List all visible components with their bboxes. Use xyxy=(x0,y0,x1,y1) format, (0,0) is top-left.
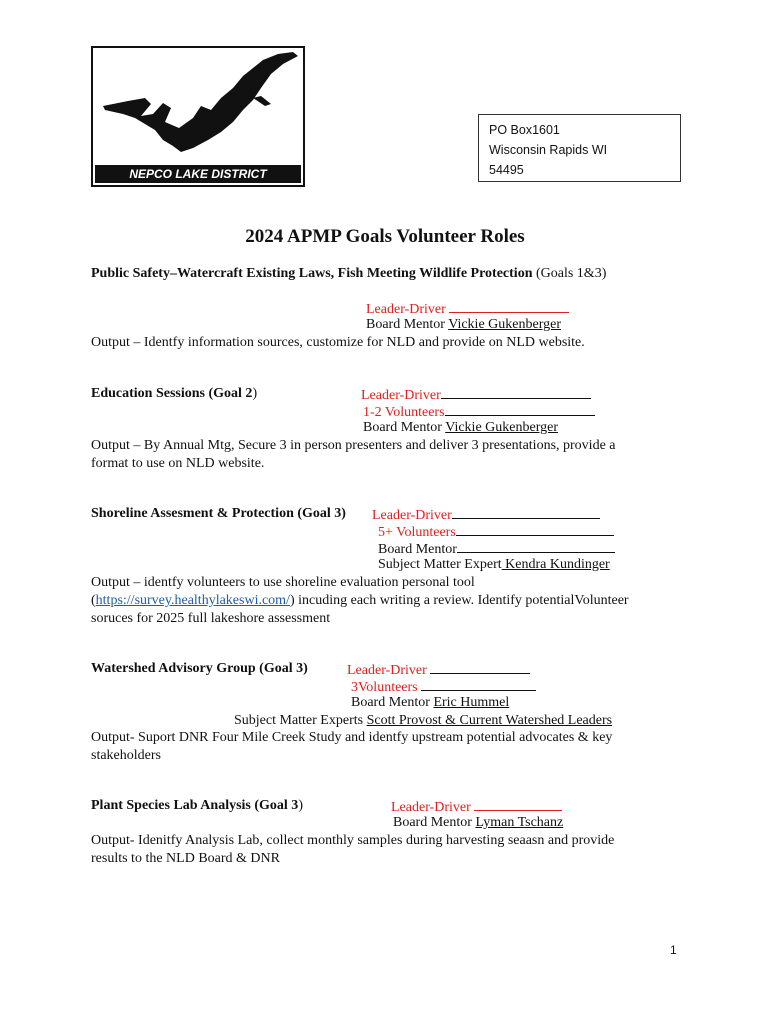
address-line-1: PO Box1601 xyxy=(489,123,560,137)
section-4-volunteers-blank xyxy=(421,678,536,691)
section-1-mentor-name: Vickie Gukenberger xyxy=(448,317,561,332)
section-3-expert-name: Kendra Kundinger xyxy=(501,557,610,572)
section-4-leader-label: Leader-Driver xyxy=(347,663,427,678)
section-2-mentor-label: Board Mentor xyxy=(363,420,442,435)
section-4-output-2: stakeholders xyxy=(91,748,161,763)
section-3-output-2 xyxy=(91,593,629,609)
section-3-heading: Shoreline Assesment & Protection (Goal 3) xyxy=(91,506,346,521)
section-3-output-rest: ) incuding each writing a review. Identify potentialVolunteer xyxy=(289,593,629,608)
section-4-mentor-label: Board Mentor xyxy=(351,695,430,710)
section-4-experts-line xyxy=(234,713,612,729)
section-2-leader-line xyxy=(361,386,591,404)
address-box xyxy=(478,114,681,182)
lake-outline-icon xyxy=(93,48,303,163)
section-2-volunteers-blank xyxy=(445,403,595,416)
section-5-mentor-label: Board Mentor xyxy=(393,815,472,830)
page-number: 1 xyxy=(670,943,677,957)
section-1-heading: Public Safety–Watercraft Existing Laws, Fish Meeting Wildlife Protection xyxy=(91,266,533,281)
section-4-mentor-name: Eric Hummel xyxy=(433,695,510,710)
section-3-expert-line xyxy=(378,557,610,573)
section-3-mentor-label: Board Mentor xyxy=(378,542,457,557)
section-3-mentor-blank xyxy=(457,540,615,553)
section-1-leader-line xyxy=(366,300,569,318)
section-1-heading-line xyxy=(91,266,606,282)
section-4-leader-blank xyxy=(430,661,530,674)
section-5-leader-label: Leader-Driver xyxy=(391,800,471,815)
section-2-output-1: Output – By Annual Mtg, Secure 3 in person presenters and deliver 3 presentations, provide a xyxy=(91,438,616,453)
section-3-expert-label: Subject Matter Expert xyxy=(378,557,502,572)
section-2-mentor-name: Vickie Gukenberger xyxy=(445,420,558,435)
section-2-output-2: format to use on NLD website. xyxy=(91,456,265,471)
section-4-experts-names: Scott Provost & Current Watershed Leaders xyxy=(366,713,613,728)
section-3-volunteers-line xyxy=(378,523,614,541)
section-2-volunteers-line xyxy=(363,403,595,421)
section-4-leader-line xyxy=(347,661,530,679)
section-2-mentor-line xyxy=(363,420,558,436)
section-1-mentor-line xyxy=(366,317,561,333)
section-2-volunteers-label: 1-2 Volunteers xyxy=(363,405,445,420)
logo-label: NEPCO LAKE DISTRICT xyxy=(95,165,301,183)
document-title: 2024 APMP Goals Volunteer Roles xyxy=(245,226,525,247)
section-1-output: Output – Identfy information sources, customize for NLD and provide on NLD website. xyxy=(91,335,585,350)
survey-link[interactable]: https://survey.healthylakeswi.com/ xyxy=(95,593,290,608)
section-2-heading-end: ) xyxy=(252,386,258,401)
nepco-lake-district-logo xyxy=(91,46,305,187)
section-4-volunteers-line xyxy=(351,678,536,696)
section-2-leader-blank xyxy=(441,386,591,399)
section-3-leader-label: Leader-Driver xyxy=(372,508,452,523)
section-4-heading-line xyxy=(91,661,308,677)
section-4-heading: Watershed Advisory Group (Goal 3) xyxy=(91,661,308,676)
section-5-leader-line xyxy=(391,798,562,816)
section-2-heading: Education Sessions (Goal 2 xyxy=(91,386,253,401)
address-line-2: Wisconsin Rapids WI xyxy=(489,143,608,157)
section-4-experts-label: Subject Matter Experts xyxy=(234,713,364,728)
section-3-leader-blank xyxy=(452,506,600,519)
address-line-3: 54495 xyxy=(489,163,524,177)
section-2-leader-label: Leader-Driver xyxy=(361,388,441,403)
section-1-leader-label: Leader-Driver xyxy=(366,302,446,317)
section-5-mentor-line xyxy=(393,815,563,831)
section-3-output-3: soruces for 2025 full lakeshore assessment xyxy=(91,611,331,626)
section-5-leader-blank xyxy=(474,798,562,811)
section-3-output-paren: ( xyxy=(91,593,96,608)
section-1-mentor-label: Board Mentor xyxy=(366,317,445,332)
section-5-heading-end: ) xyxy=(298,798,303,813)
section-1-leader-blank xyxy=(449,300,569,313)
section-3-leader-line xyxy=(372,506,600,524)
section-5-output-1: Output- Idenitfy Analysis Lab, collect monthly samples during harvesting seaasn and provide xyxy=(91,833,615,848)
section-4-volunteers-label: 3Volunteers xyxy=(351,680,418,695)
section-3-volunteers-blank xyxy=(456,523,614,536)
section-5-heading-line xyxy=(91,798,303,814)
section-1-goals: (Goals 1&3) xyxy=(535,266,607,281)
section-2-heading-line xyxy=(91,386,257,402)
section-3-volunteers-label: 5+ Volunteers xyxy=(378,525,456,540)
section-3-mentor-line xyxy=(378,540,615,558)
section-5-heading: Plant Species Lab Analysis (Goal 3 xyxy=(91,798,299,813)
section-3-heading-line xyxy=(91,506,346,522)
section-5-output-2: results to the NLD Board & DNR xyxy=(91,851,280,866)
section-4-mentor-line xyxy=(351,695,509,711)
section-5-mentor-name: Lyman Tschanz xyxy=(475,815,564,830)
section-4-output-1: Output- Suport DNR Four Mile Creek Study and identfy upstream potential advocates & key xyxy=(91,730,613,745)
section-3-output-1: Output – identfy volunteers to use shoreline evaluation personal tool xyxy=(91,575,475,590)
